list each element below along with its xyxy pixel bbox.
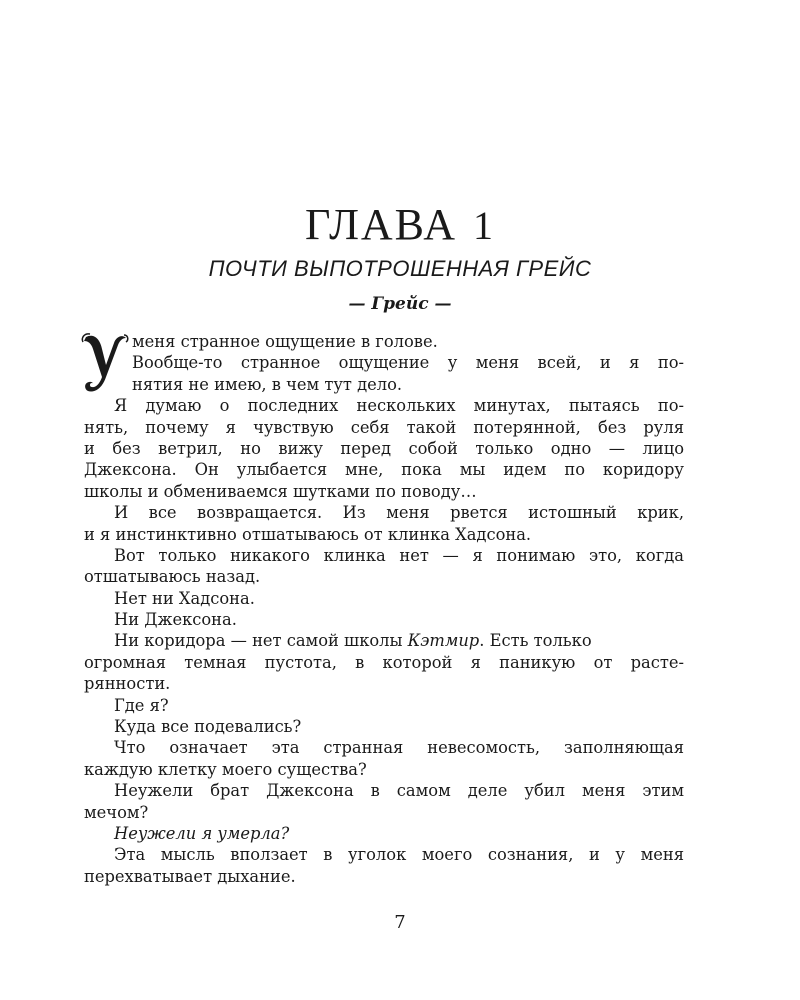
pov-line: — Грейс —: [348, 294, 452, 314]
text-line: Ни Джексона.: [114, 610, 237, 630]
text-line: и без ветрил, но вижу перед собой только одно — лицо: [84, 438, 684, 458]
text-line: нять, почему я чувствую себя такой потерянной, без руля: [84, 417, 684, 437]
school-name: Кэтмир: [407, 631, 480, 651]
text-line: Неужели я умерла?: [114, 823, 290, 843]
text-line: Нет ни Хадсона.: [114, 588, 255, 608]
text-line: каждую клетку моего существа?: [84, 759, 367, 779]
text-line: рянности.: [84, 674, 171, 694]
text-line: школы и обмениваемся шутками по поводу…: [84, 481, 477, 501]
text-line: огромная темная пустота, в которой я паникую от расте-: [84, 652, 684, 672]
chapter-title: ПОЧТИ ВЫПОТРОШЕННАЯ ГРЕЙС: [208, 256, 592, 281]
text-line-mixed: [84, 630, 684, 651]
chapter-heading: [0, 200, 800, 251]
text-span: Ни коридора — нет самой школы: [114, 631, 408, 651]
text-span: . Есть только: [479, 631, 592, 651]
text-line: перехватывает дыхание.: [84, 866, 296, 886]
body-text: [84, 331, 684, 887]
text-line: и я инстинктивно отшатываюсь от клинка Хадсона.: [84, 524, 532, 544]
text-line: Где я?: [114, 695, 169, 715]
text-line: меня странное ощущение в голове.: [132, 332, 438, 351]
text-line: отшатываюсь назад.: [84, 567, 261, 587]
text-line: Куда все подевались?: [114, 717, 302, 737]
text-line: мечом?: [84, 802, 149, 822]
text-line: Джексона. Он улыбается мне, пока мы идем по коридору: [84, 460, 684, 480]
text-line: Что означает эта странная невесомость, заполняющая: [114, 738, 684, 758]
text-line: Вообще-то странное ощущение у меня всей, и я по-: [132, 353, 684, 373]
text-line: нятия не имею, в чем тут дело.: [132, 374, 403, 394]
text-line: Я думаю о последних нескольких минутах, пытаясь по-: [114, 396, 684, 416]
text-line: Вот только никакого клинка нет — я понимаю это, когда: [114, 545, 684, 565]
page-number: 7: [394, 912, 406, 933]
text-line: Эта мысль вползает в уголок моего сознания, и у меня: [114, 845, 684, 865]
text-line: И все возвращается. Из меня рвется истошный крик,: [114, 503, 684, 523]
chapter-number: 1: [473, 203, 496, 248]
text-line: Неужели брат Джексона в самом деле убил меня этим: [114, 781, 684, 801]
chapter-heading-word: ГЛАВА: [304, 200, 458, 249]
